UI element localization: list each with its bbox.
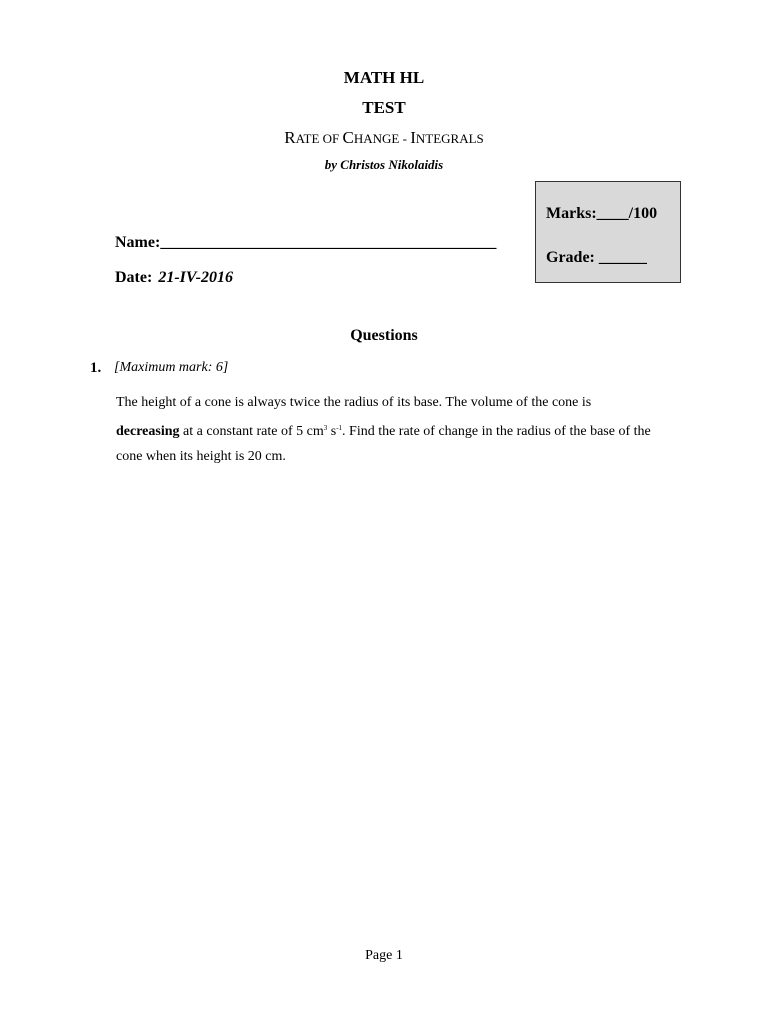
topic-rest-2: HANGE -	[353, 131, 411, 146]
date-field	[115, 269, 233, 287]
topic-initial-2: C	[342, 128, 354, 147]
questions-heading: Questions	[350, 327, 418, 344]
topic-initial-3: I	[410, 128, 416, 147]
question-number: 1.	[90, 360, 102, 376]
topic-initial-1: R	[284, 128, 296, 147]
question-sup-2: -1	[336, 423, 343, 432]
marks-field: Marks:____/100	[546, 205, 658, 222]
document-subtitle: TEST	[362, 98, 406, 117]
topic-rest-1: ATE OF	[295, 131, 343, 146]
question-text-part2: at a constant rate of 5 cm	[179, 423, 324, 439]
date-label: Date:	[115, 269, 153, 286]
date-value: 21-IV-2016	[158, 269, 233, 286]
page-number: Page 1	[365, 948, 403, 963]
question-text-part3: s	[327, 423, 337, 439]
question-text-bold: decreasing	[116, 423, 180, 439]
name-field: Name:__________________________________________	[115, 234, 497, 251]
score-box	[535, 181, 681, 283]
document-topic	[0, 128, 768, 148]
author-line: by Christos Nikolaidis	[324, 157, 444, 172]
question-text	[116, 390, 656, 470]
question-max-mark: [Maximum mark: 6]	[114, 360, 229, 375]
topic-rest-3: NTEGRALS	[415, 131, 484, 146]
question-sup-1: 3	[323, 423, 328, 432]
question-text-part4: . Find the rate of change in the radius of the base of the cone when its height is 20 cm.	[116, 423, 651, 464]
question-text-part1: The height of a cone is always twice the radius of its base. The volume of the cone is	[116, 395, 592, 410]
grade-field: Grade: ______	[546, 249, 647, 266]
document-title: MATH HL	[343, 68, 425, 87]
